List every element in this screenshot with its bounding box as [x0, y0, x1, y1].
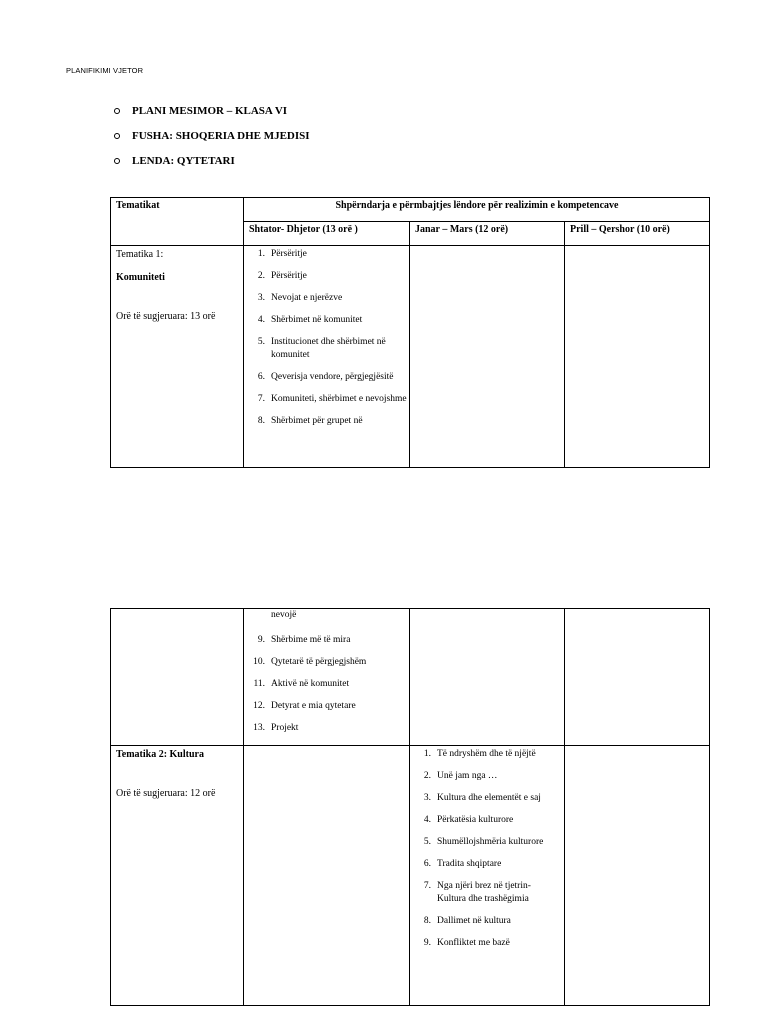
header-tematikat: Tematikat: [111, 198, 244, 246]
theme2-items-cell: [410, 746, 565, 1006]
list-item: [248, 371, 407, 384]
list-item: [248, 270, 407, 283]
item-text: Shërbime më të mira: [271, 635, 351, 645]
list-item: [414, 770, 562, 783]
list-item: [248, 314, 407, 327]
theme1-cell: [111, 246, 244, 468]
header-period-2: Janar – Mars (12 orë): [410, 222, 565, 246]
item-text: Komuniteti, shërbimet e nevojshme: [271, 394, 407, 404]
list-item: [414, 915, 562, 928]
list-item: [248, 722, 407, 735]
item-number: 5.: [423, 837, 431, 847]
item-number: 7.: [423, 881, 431, 891]
item-text: Aktivë në komunitet: [271, 679, 350, 689]
item-text: Të ndryshëm dhe të njëjtë: [437, 749, 536, 759]
item-number: 13.: [253, 723, 265, 733]
item-text: Nevojat e njerëzve: [271, 293, 343, 303]
empty-cell: [111, 609, 244, 746]
empty-cell: [565, 746, 710, 1006]
list-item: [248, 336, 407, 362]
list-item: [248, 678, 407, 691]
item-number: 10.: [253, 657, 265, 667]
item-number: 8.: [257, 416, 265, 426]
item-number: 2.: [257, 271, 265, 281]
empty-cell: [410, 246, 565, 468]
theme1-items-cont-cell: [244, 609, 410, 746]
item-number: 1.: [257, 249, 265, 259]
list-item: [414, 836, 562, 849]
item-number: 3.: [423, 793, 431, 803]
item-text: Kultura dhe elementët e saj: [437, 793, 541, 803]
bullet-icon: [114, 108, 120, 114]
item-number: 8.: [423, 916, 431, 926]
item-text: Qeverisja vendore, përgjegjësitë: [271, 372, 394, 382]
plan-table-part1: [110, 197, 710, 468]
header-period-1: Shtator- Dhjetor (13 orë ): [244, 222, 410, 246]
item-number: 9.: [423, 938, 431, 948]
theme1-label: Tematika 1:: [116, 249, 164, 260]
info-item-subject: LENDA: QYTETARI: [114, 148, 310, 173]
item-text: Përsëritje: [271, 271, 307, 281]
list-item: [414, 814, 562, 827]
item-text: Shumëllojshmëria kulturore: [437, 837, 544, 847]
empty-cell: [565, 609, 710, 746]
info-list: [114, 98, 310, 173]
item-text: Konfliktet me bazë: [437, 938, 510, 948]
theme1-items-list: [244, 246, 409, 428]
list-item: [414, 880, 562, 906]
list-item: [414, 937, 562, 950]
empty-cell: [565, 246, 710, 468]
item-number: 4.: [257, 315, 265, 325]
item-text: Shërbimet për grupet në: [271, 416, 363, 426]
item-number: 5.: [257, 337, 265, 347]
item-text: Shërbimet në komunitet: [271, 315, 363, 325]
list-item: [248, 292, 407, 305]
item-number: 12.: [253, 701, 265, 711]
theme2-cell: [111, 746, 244, 1006]
list-item: [414, 748, 562, 761]
theme1-items-cell: [244, 246, 410, 468]
item-text: Përsëritje: [271, 249, 307, 259]
info-item-plan: PLANI MESIMOR – KLASA VI: [114, 98, 310, 123]
item-number: 4.: [423, 815, 431, 825]
bullet-icon: [114, 158, 120, 164]
item-number: 2.: [423, 771, 431, 781]
list-item: [248, 634, 407, 647]
list-item: [248, 415, 407, 428]
item-text: Unë jam nga …: [437, 771, 498, 781]
theme1-hours: Orë të sugjeruara: 13 orë: [116, 311, 216, 322]
item-number: 11.: [253, 679, 265, 689]
item-text: Tradita shqiptare: [437, 859, 502, 869]
empty-cell: [410, 609, 565, 746]
item-text: Institucionet dhe shërbimet në komunitet: [271, 337, 386, 360]
document-header: PLANIFIKIMI VJETOR: [66, 66, 144, 75]
item-text: Përkatësia kulturore: [437, 815, 514, 825]
list-item: [414, 792, 562, 805]
theme1-name: Komuniteti: [116, 272, 165, 283]
list-item: [248, 700, 407, 713]
item-number: 6.: [257, 372, 265, 382]
theme2-title: Tematika 2: Kultura: [116, 749, 204, 760]
item-number: 1.: [423, 749, 431, 759]
item-number: 7.: [257, 394, 265, 404]
item-text: Nga njëri brez në tjetrin- Kultura dhe trashëgimia: [437, 881, 531, 904]
info-item-field: FUSHA: SHOQERIA DHE MJEDISI: [114, 123, 310, 148]
item-text: Qytetarë të përgjegjshëm: [271, 657, 367, 667]
list-item: [414, 858, 562, 871]
theme2-hours: Orë të sugjeruara: 12 orë: [116, 788, 216, 799]
theme2-items-list: [410, 746, 564, 950]
list-item: [248, 656, 407, 669]
header-period-3: Prill – Qershor (10 orë): [565, 222, 710, 246]
plan-table-part2: [110, 608, 710, 1006]
theme1-items-list-cont: [244, 632, 409, 735]
item-number: 3.: [257, 293, 265, 303]
list-item: [248, 393, 407, 406]
item-number: 9.: [257, 635, 265, 645]
header-distribution: Shpërndarja e përmbajtjes lëndore për realizimin e kompetencave: [244, 198, 710, 222]
bullet-icon: [114, 133, 120, 139]
item-number: 6.: [423, 859, 431, 869]
theme1-item-continuation: nevojë: [271, 610, 297, 620]
item-text: Projekt: [271, 723, 299, 733]
list-item: [248, 248, 407, 261]
empty-cell: [244, 746, 410, 1006]
item-text: Detyrat e mia qytetare: [271, 701, 356, 711]
item-text: Dallimet në kultura: [437, 916, 511, 926]
